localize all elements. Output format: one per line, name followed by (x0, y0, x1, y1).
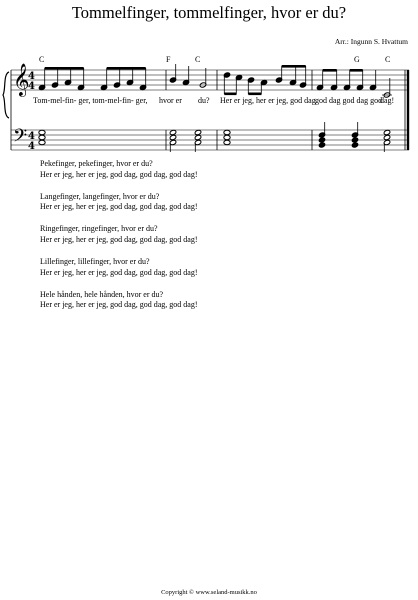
treble-clef-icon: 𝄞 (13, 63, 30, 96)
lyric-line: hvor er (159, 96, 182, 105)
lyric-line: dag! (380, 96, 395, 105)
arranger-credit: Arr.: Ingunn S. Hvattum (334, 37, 408, 46)
verse-line: Pekefinger, pekefinger, hvor er du? (40, 159, 153, 168)
verse-line: Her er jeg, her er jeg, god dag, god dag, god dag! (40, 169, 198, 179)
verse-line: Lillefinger, lillefinger, hvor er du? (40, 257, 150, 267)
verse-line: Her er jeg, her er jeg, god dag, god dag, god dag! (40, 267, 198, 277)
additional-verses (40, 159, 198, 322)
treble-time-bottom: 4 (28, 81, 35, 92)
verse (40, 290, 198, 311)
bass-staff (11, 130, 409, 150)
melody-measure-1 (38, 67, 146, 90)
bass-chords (39, 122, 391, 152)
lyric-line: Her er jeg, her er jeg, god dag (220, 96, 316, 105)
verse-line: Her er jeg, her er jeg, god dag, god dag, god dag! (40, 202, 198, 212)
chord-symbol: F (166, 55, 171, 64)
melody-measure-3 (223, 65, 306, 95)
verse-line: Her er jeg, her er jeg, god dag, god dag, god dag! (40, 234, 198, 244)
verse-line: Langefinger, langefinger, hvor er du? (40, 191, 160, 201)
melody-measure-4 (316, 69, 392, 98)
sheet-music-system (0, 52, 418, 152)
bass-time-top: 4 (28, 131, 35, 142)
verse-line: Ringefinger, ringefinger, hvor er du? (40, 224, 158, 234)
chord-symbol: C (385, 55, 391, 64)
verse (40, 257, 198, 278)
verse (40, 192, 198, 213)
treble-time-top: 4 (28, 71, 35, 82)
bass-clef-icon: 𝄢 (13, 126, 28, 151)
bass-time-bottom: 4 (28, 141, 35, 152)
lyric-line: god dag god dag god (315, 96, 383, 105)
verse (40, 224, 198, 245)
grand-staff-brace (3, 72, 9, 118)
chord-symbol: C (39, 55, 45, 64)
chord-symbol: C (195, 55, 201, 64)
verse-line: Hele hånden, hele hånden, hvor er du? (40, 289, 164, 299)
verse (40, 159, 198, 180)
lyric-line: du? (198, 96, 210, 105)
song-title: Tommelfinger, tommelfinger, hvor er du? (71, 3, 347, 22)
copyright-footer: Copyright © www.seland-musikk.no (161, 589, 257, 596)
lyric-line: Tom-mel-fin- ger, tom-mel-fin- ger, (33, 96, 148, 105)
melody-measure-2 (169, 64, 206, 88)
verse-line: Her er jeg, her er jeg, god dag, god dag, god dag! (40, 300, 198, 310)
chord-symbol: G (354, 55, 360, 64)
